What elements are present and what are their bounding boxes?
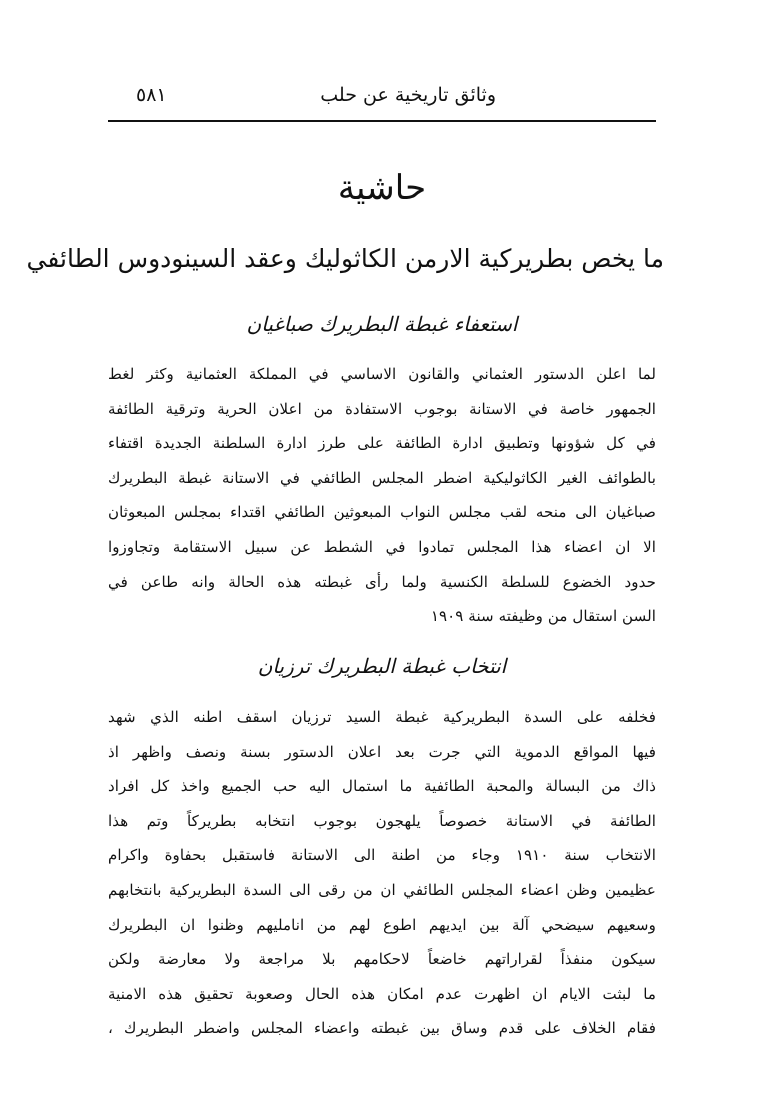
section-heading: استعفاء غبطة البطريرك صباغيان [246, 312, 518, 336]
text-line: السن استقال من وظيفته سنة ١٩٠٩ [430, 607, 656, 626]
text-line: الا ان اعضاء هذا المجلس تمادوا في الشطط عن سبيل الاستقامة وتجاوزوا [108, 537, 656, 556]
running-title: وثائق تاريخية عن حلب [320, 84, 496, 106]
text-line: لما اعلن الدستور العثماني والقانون الاساسي في المملكة العثمانية وكثر لغط [108, 365, 656, 383]
page-number: ٥٨١ [136, 84, 167, 106]
text-line: الطائفة في الاستانة خصوصاً يلهجون بوجوب انتخابه بطريركاً وتم هذا [108, 811, 656, 830]
text-line: الانتخاب سنة ١٩١٠ وجاء من اطنة الى الاستانة فاستقبل بحفاوة واكرام [108, 846, 656, 865]
text-line: صباغيان الى منحه لقب مجلس النواب المبعوثين الطائفي اقتداء بمجلس المبعوثان [108, 503, 656, 522]
header-rule [108, 120, 656, 122]
paragraph [108, 357, 656, 634]
subtitle: ما يخص بطريركية الارمن الكاثوليك وعقد السينودوس الطائفي [26, 244, 664, 273]
text-line: فقام الخلاف على قدم وساق بين غبطته واعضاء المجلس واضطر البطريرك ، [108, 1019, 656, 1038]
page-header [108, 84, 656, 114]
text-line: حدود الخضوع للسلطة الكنسية ولما رأى غبطته هذه الحالة وانه طاعن في [108, 572, 656, 591]
text-line: في كل شؤونها وتطبيق ادارة الطائفة على طرز ادارة السلطنة الجديدة اقتفاء [108, 434, 656, 453]
section-heading: انتخاب غبطة البطريرك ترزيان [257, 654, 507, 678]
text-line: ذاك من البسالة والمحبة الطائفية ما استمال اليه حب الجميع واخذ كل افراد [108, 777, 656, 796]
text-line: فيها المواقع الدموية التي جرت بعد اعلان الدستور بسنة ونصف واظهر اذ [108, 742, 656, 761]
text-line: سيكون منفذاً لقراراتهم خاضعاً لاحكامهم بلا مراجعة ولا معارضة ولكن [108, 950, 656, 969]
text-line: عظيمين وظن اعضاء المجلس الطائفي ان من رقى الى السدة البطريركية بانتخابهم [108, 880, 656, 899]
text-line: ما لبثت الايام ان اظهرت عدم امكان هذه الحال وصعوبة تحقيق هذه الامنية [108, 984, 656, 1003]
main-title: حاشية [337, 168, 427, 208]
text-line: بالطوائف الغير الكاثوليكية اضطر المجلس الطائفي في الاستانة غبطة البطريرك [108, 468, 656, 487]
text-line: فخلفه على السدة البطريركية غبطة السيد ترزيان اسقف اطنه الذي شهد [108, 708, 656, 726]
text-line: الجمهور خاصة في الاستانة بوجوب الاستفادة من اعلان الحرية وترقية الطائفة [108, 399, 656, 418]
paragraph [108, 700, 656, 1046]
text-line: وسعيهم سيضحي آلة بين ايديهم اطوع لهم من انامليهم وظنوا ان البطريرك [108, 915, 656, 934]
